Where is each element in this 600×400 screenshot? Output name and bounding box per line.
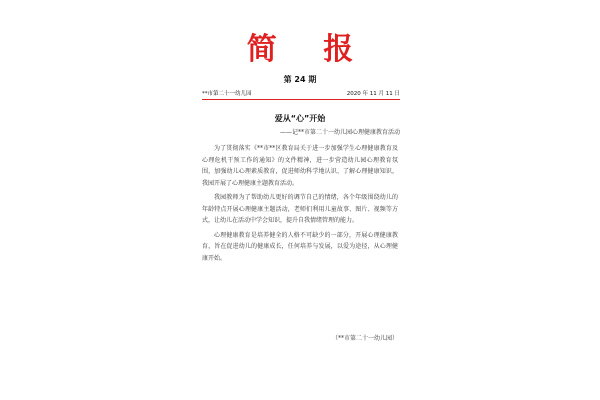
- publisher-name: **市第二十一幼儿园: [202, 91, 252, 97]
- issue-number: 第 24 期: [283, 75, 317, 84]
- article-subtitle: ——记**市第二十一幼儿园心理健康教育活动: [279, 129, 400, 136]
- publish-date: 2020 年 11 月 11 日: [346, 91, 400, 97]
- article-paragraph: 为了贯彻落实《**市**区教育局关于进一步加强学生心理健康教育及心理危机干预工作的通知》的文件精神，进一步营造幼儿园心理教育氛围，加强幼儿心理素质教育，促进师幼科学地认识、了解心理健康知识，我园开展了心理健康主题教育活动。: [202, 145, 398, 187]
- bulletin-title: 简 报: [246, 32, 372, 67]
- article-signature: （**市第二十一幼儿园）: [331, 335, 398, 342]
- article-body: [202, 143, 398, 267]
- article-paragraph: 心理健康教育是培养健全的人格不可缺少的一部分，开展心理健康教育，旨在促进幼儿的健康成长，任何培养与发展，以爱为途径，从心理健康开始。: [202, 231, 398, 262]
- masthead-meta-row: [202, 89, 400, 99]
- red-divider-line: [202, 99, 400, 100]
- article-paragraph: 我园教师为了帮助幼儿更好的调节自己的情绪，各个年级围绕幼儿的年龄特点开展心理健康主题活动，老师们利用儿童故事、图片、视频等方式，让幼儿在活动中学会知识，提升自我情绪管理的能力。: [202, 194, 398, 224]
- article-title: 爱从“心”开始: [274, 114, 326, 123]
